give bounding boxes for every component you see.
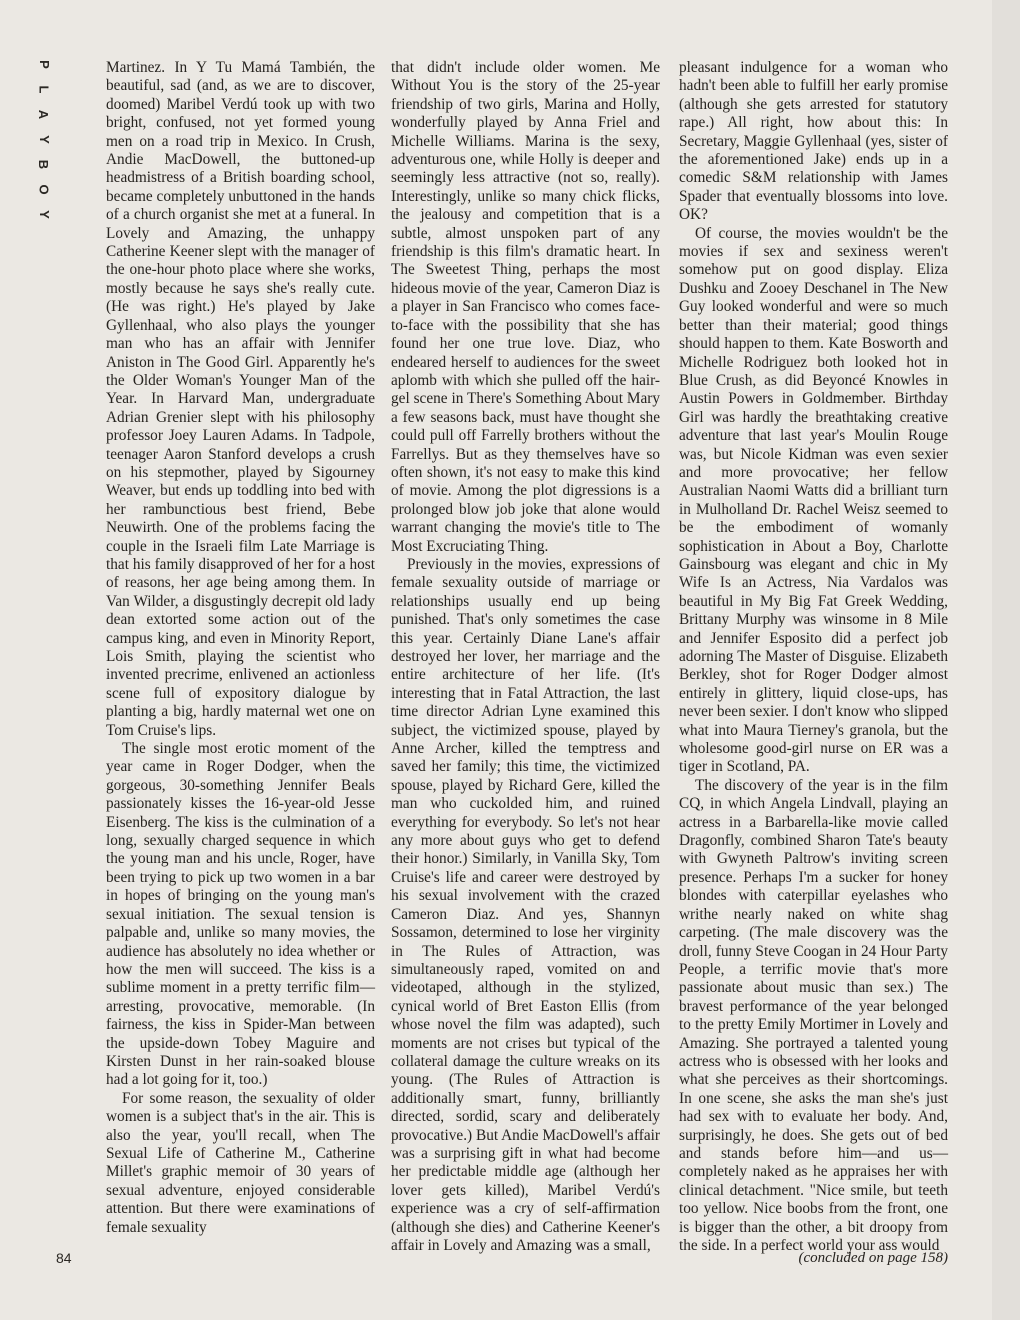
masthead-letter: A <box>36 109 52 120</box>
paragraph: Of course, the movies wouldn't be the movies if sex and sexiness weren't somehow put on good display. Eliza Dushku and Zooey Deschanel in The New Guy looked wonderful and were so much better than their material; good things should happen to them. Kate Bosworth and Michelle Rodriguez both looked hot in Blue Crush, as did Beyoncé Knowles in Austin Powers in Goldmember. Birthday Girl was hardly the breathtaking creative adventure that last year's Moulin Rouge was, but Nicole Kidman was even sexier and more provocative; her fellow Australian Naomi Watts did a brilliant turn in Mulholland Dr. Rachel Weisz seemed to be the embodiment of womanly sophistication in About a Boy, Charlotte Gainsbourg was elegant and chic in My Wife Is an Actress, Nia Vardalos was beautiful in My Big Fat Greek Wedding, Brittany Murphy was winsome in 8 Mile and Jennifer Esposito did a perfect job adorning The Master of Disguise. Elizabeth Berkley, shot for Roger Dodger almost entirely in glittery, liquid close-ups, has never been sexier. I don't know who slipped what into Maura Tierney's granola, but the wholesome good-girl nurse on ER was a tiger in Scotland, PA. <box>679 224 948 776</box>
masthead-letter: O <box>36 184 52 195</box>
masthead-letter: Y <box>36 135 52 144</box>
masthead-letter: B <box>36 159 52 170</box>
paragraph: The single most erotic moment of the year came in Roger Dodger, when the gorgeous, 30-something Jennifer Beals passionately kisses the 16-year-old Jesse Eisenberg. The kiss is the culmination of a long, sexually charged sequence in which the young man and his uncle, Roger, have been trying to pick up two women in a bar in hopes of bringing on the young man's sexual initiation. The sexual tension is palpable and, unlike so many movies, the audience has absolutely no idea whether or how the men will succeed. The kiss is a sublime moment in a pretty terrific film—arresting, provocative, memorable. (In fairness, the kiss in Spider-Man between the upside-down Tobey Maguire and Kirsten Dunst in her rain-soaked blouse had a lot going for it, too.) <box>106 740 375 1089</box>
text-column-1 <box>106 59 375 1237</box>
continuation-note: (concluded on page 158) <box>798 1250 948 1266</box>
text-column-2 <box>391 59 660 1255</box>
masthead-letter: P <box>36 60 52 69</box>
paragraph: pleasant indulgence for a woman who hadn't been able to fulfill her early promise (although she gets arrested for statutory rape.) All right, how about this: In Secretary, Maggie Gyllenhaal (yes, sister of the aforementioned Jake) ends up in a comedic S&M relationship with James Spader that eventually blossoms into love. OK? <box>679 59 948 224</box>
masthead-playboy <box>28 58 60 318</box>
paragraph: For some reason, the sexuality of older women is a subject that's in the air. This is also the year, you'll recall, when The Sexual Life of Catherine M., Catherine Millet's graphic memoir of 30 years of sexual adventure, enjoyed considerable attention. But there were examinations of female sexuality <box>106 1089 375 1236</box>
paragraph: Previously in the movies, expressions of female sexuality outside of marriage or relationships usually end up being punished. That's only sometimes the case this year. Certainly Diane Lane's affair destroyed her lover, her marriage and the entire architecture of her life. (It's interesting that in Fatal Attraction, the last time director Adrian Lyne examined this subject, the victimized spouse, played by Anne Archer, killed the temptress and saved her family; this time, the victimized spouse, played by Richard Gere, killed the man who cuckolded him, and ruined everything for everybody. So let's not hear any more about guys who get to defend their honor.) Similarly, in Vanilla Sky, Tom Cruise's life and career were destroyed by his sexual involvement with the crazed Cameron Diaz. And yes, Shannyn Sossamon, determined to lose her virginity in The Rules of Attraction, was simultaneously raped, vomited on and videotaped, although in the stylized, cynical world of Bret Easton Ellis (from whose novel the film was adapted), such moments are not crises but typical of the collateral damage the culture wreaks on its young. (The Rules of Attraction is additionally smart, funny, brilliantly directed, sordid, scary and deliberately provocative.) But Andie MacDowell's affair was a surprising gift in what had become her predictable middle age (although her lover gets killed), Maribel Verdú's experience was a cry of self-affirmation (although she dies) and Catherine Keener's affair in Lovely and Amazing was a small, <box>391 555 660 1254</box>
paragraph: The discovery of the year is in the film CQ, in which Angela Lindvall, playing an actress in a Barbarella-like movie called Dragonfly, combined Sharon Tate's beauty with Gwyneth Paltrow's inviting screen presence. Perhaps I'm a sucker for honey blondes with caterpillar eyelashes who writhe nearly naked on white shag carpeting. (The male discovery was the droll, funny Steve Coogan in 24 Hour Party People, a terrific movie that's more passionate about music than sex.) The bravest performance of the year belonged to the pretty Emily Mortimer in Lovely and Amazing. She portrayed a talented young actress who is obsessed with her looks and what she perceives as their shortcomings. In one scene, she asks the man she's just had sex with to evaluate her body. And, surprisingly, he does. She gets out of bed and stands before him—and us—completely naked as he appraises her with clinical detachment. "Nice smile, but teeth too yellow. Nice boobs from the front, one is bigger than the other, a bit droopy from the side. In a perfect world your ass would <box>679 776 948 1254</box>
paragraph: Martinez. In Y Tu Mamá También, the beautiful, sad (and, as we are to discover, doomed) Maribel Verdú took up with two bright, confused, not yet formed young men on a road trip in Mexico. In Crush, Andie MacDowell, the buttoned-up headmistress of a British boarding school, became completely unbuttoned in the hands of a church organist she met at a funeral. In Lovely and Amazing, the unhappy Catherine Keener slept with the manager of the one-hour photo place where she works, mostly because he says she's really cute. (He was right.) He's played by Jake Gyllenhaal, who also plays the younger man who has an affair with Jennifer Aniston in The Good Girl. Apparently he's the Older Woman's Younger Man of the Year. In Harvard Man, undergraduate Adrian Grenier slept with his philosophy professor Joey Lauren Adams. In Tadpole, teenager Aaron Stanford develops a crush on his stepmother, played by Sigourney Weaver, but ends up toddling into bed with her rambunctious best friend, Bebe Neuwirth. One of the problems facing the couple in the Israeli film Late Marriage is that his family disapproved of her for a host of reasons, her age being among them. In Van Wilder, a disgustingly decrepit old lady dean extorted some action out of the campus king, and even in Minority Report, Lois Smith, playing the scientist who invented precrime, enlivened an actionless scene full of expository dialogue by planting a big, hardly maternal wet one on Tom Cruise's lips. <box>106 59 375 739</box>
text-column-3 <box>679 59 948 1255</box>
page-edge <box>992 0 1020 1320</box>
masthead-letter: L <box>36 85 52 94</box>
paragraph: that didn't include older women. Me Without You is the story of the 25-year friendship of two girls, Marina and Holly, wonderfully played by Anna Friel and Michelle Williams. Marina is the sexy, adventurous one, while Holly is deeper and seemingly less attractive (not so, really). Interestingly, unlike so many chick flicks, the jealousy and competition that is a subtle, almost unspoken part of any friendship is this film's dramatic heart. In The Sweetest Thing, perhaps the most hideous movie of the year, Cameron Diaz is a player in San Francisco who comes face-to-face with the possibility that she has found her one true love. Diaz, who endeared herself to audiences for the sweet aplomb with which she pulled off the hair-gel scene in There's Something About Mary a few seasons back, must have thought she could pull off Farrelly brothers without the Farrellys. But as they themselves have so often shown, it's not easy to make this kind of movie. Among the plot digressions is a prolonged blow job joke that alone would warrant changing the movie's title to The Most Excruciating Thing. <box>391 59 660 555</box>
page-number: 84 <box>56 1250 72 1266</box>
masthead-letter: Y <box>36 210 52 219</box>
